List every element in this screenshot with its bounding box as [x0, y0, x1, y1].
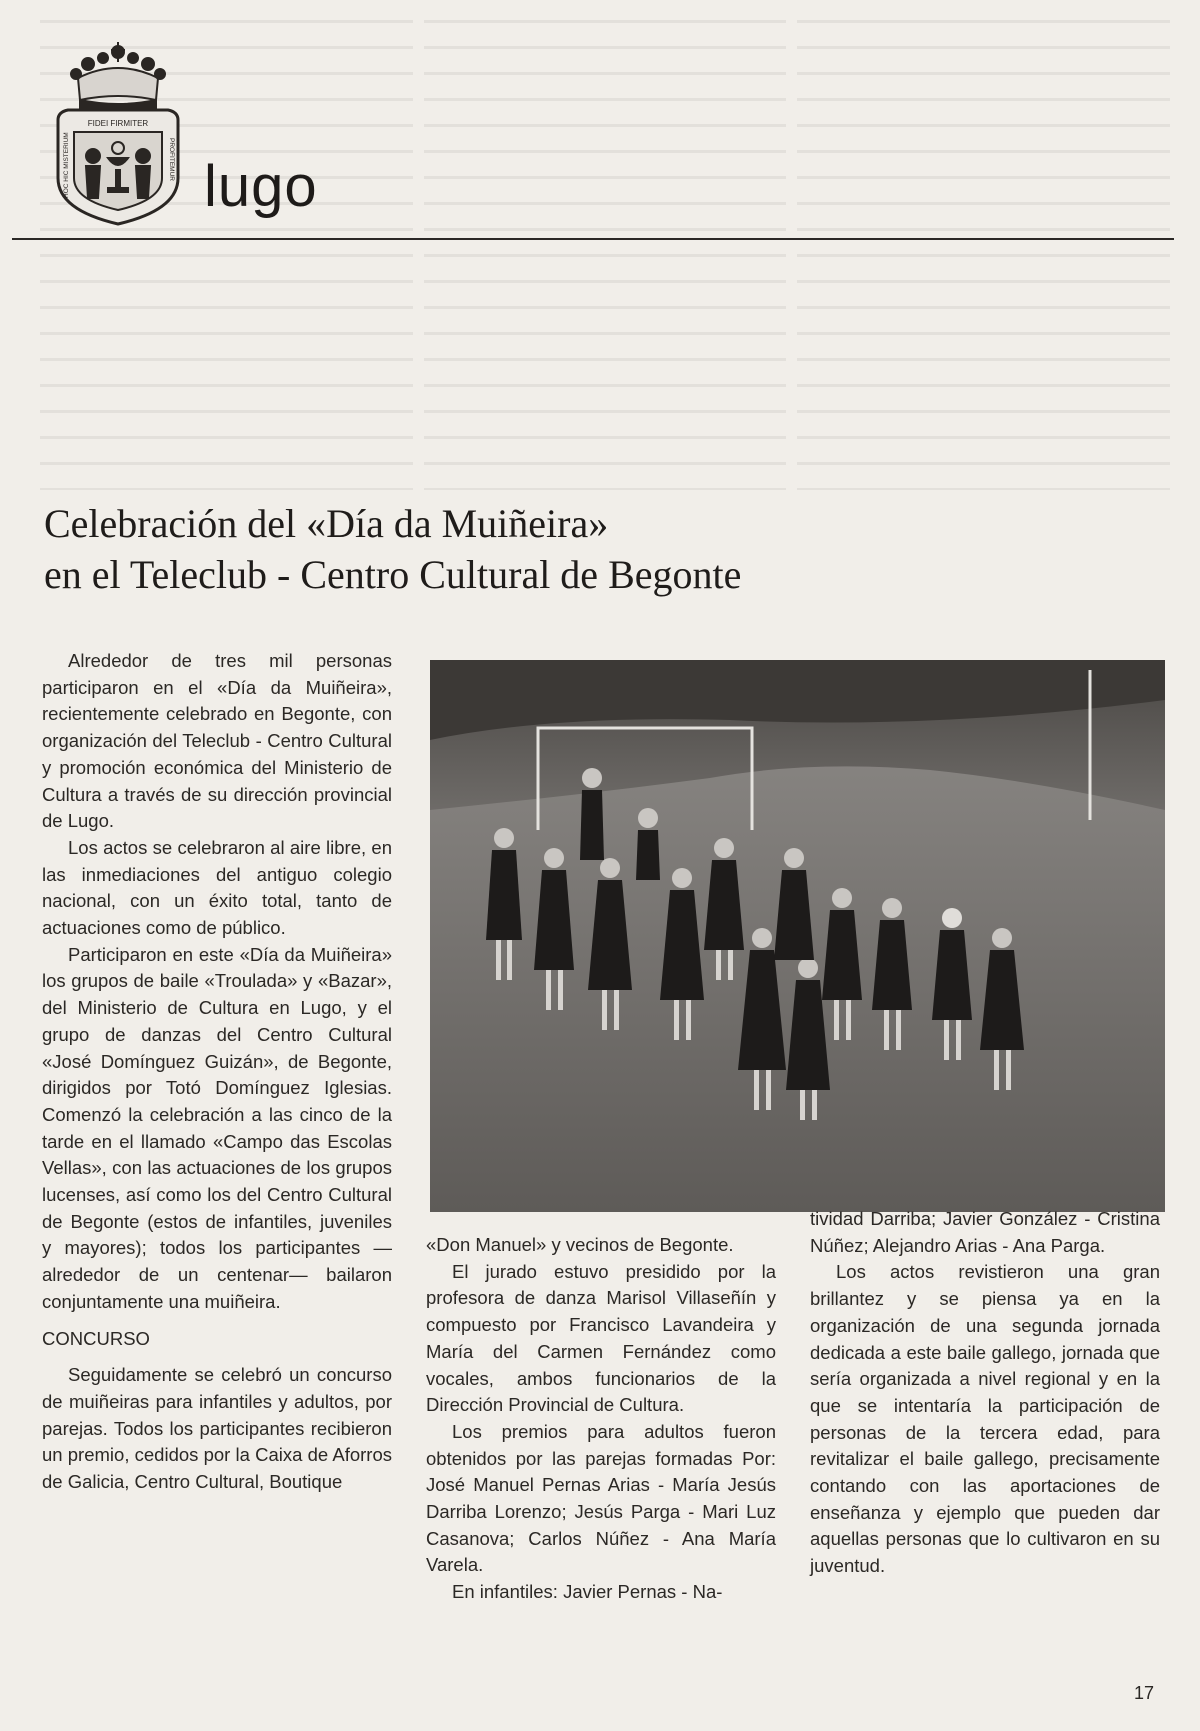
paragraph: Los actos se celebraron al aire libre, en las inmediaciones del antiguo colegio nacional, con un éxito total, tanto de actuaciones como de público. — [42, 836, 392, 939]
section-title: lugo — [204, 154, 318, 219]
article-headline — [44, 498, 804, 600]
paragraph: Los actos revistieron una gran brillantez y se piensa ya en la organización de una segunda jornada dedicada a este baile gallego, jornada que sería organizada a nivel regional y en la que se intentaría la participación de personas de la tercera edad, para revitalizar el baile gallego, precisamente contando con las aportaciones de enseñanza y ejemplo que pueden dar aquellas personas que lo cultivaron en su juventud. — [810, 1261, 1160, 1577]
paragraph: El jurado estuvo presidido por la profesora de danza Marisol Villaseñín y compuesto por Francisco Lavandeira y María del Carmen Fernández como vocales, ambos funcionarios de la Dirección Provincial de Cultura. — [426, 1260, 776, 1416]
paragraph: Seguidamente se celebró un concurso de muiñeiras para infantiles y adultos, por parejas. Todos los participantes recibieron un premio, cedidos por la Caixa de Aforros de Galicia, Centro Cultural, Boutique — [42, 1364, 392, 1493]
lugo-coat-of-arms — [48, 38, 188, 228]
subheading-concurso: CONCURSO — [42, 1327, 150, 1349]
headline-line-2: en el Teleclub - Centro Cultural de Begonte — [44, 552, 742, 597]
show-through-text — [40, 20, 1170, 490]
dance-photograph — [430, 660, 1165, 1212]
paragraph: Participaron en este «Día da Muiñeira» los grupos de baile «Troulada» y «Bazar», del Ministerio de Cultura en Lugo, y el grupo de danzas del Centro Cultural «José Domínguez Guizán», de Begonte, dirigidos por Totó Domínguez Iglesias. Comenzó la celebración a las cinco de la tarde en el llamado «Campo das Escolas Vellas», con las actuaciones de los grupos lucenses, así como los del Centro Cultural de Begonte (estos de infantiles, juveniles y mayores); todos los participantes —alrededor de un centenar— bailaron conjuntamente una muiñeira. — [42, 943, 392, 1312]
headline-line-1: Celebración del «Día da Muiñeira» — [44, 501, 609, 546]
paragraph: Alrededor de tres mil personas participaron en el «Día da Muiñeira», recientemente celebrado en Begonte, con organización del Teleclub - Centro Cultural y promoción económica del Ministerio de Cultura a través de su dirección provincial de Lugo. — [42, 650, 392, 832]
paragraph: «Don Manuel» y vecinos de Begonte. — [426, 1234, 734, 1255]
article-column-3 — [810, 1206, 1160, 1580]
crest-motto-left: HOC HIC MISTERIUM — [63, 132, 70, 198]
crest-motto-right: PROFITEMUR — [168, 138, 175, 181]
paragraph: En infantiles: Javier Pernas - Na- — [452, 1581, 723, 1603]
paragraph: Los premios para adultos fueron obtenidos por las parejas formadas Por: José Manuel Pernas Arias - María Jesús Darriba Lorenzo; Jesús Parga - Mari Luz Casanova; Carlos Núñez - Ana María Varela. — [426, 1420, 776, 1576]
header-rule — [12, 238, 1174, 240]
paragraph: tividad Darriba; Javier González - Cristina Núñez; Alejandro Arias - Ana Parga. — [810, 1208, 1160, 1256]
crest-motto-top: FIDEI FIRMITER — [87, 119, 149, 128]
article-column-1 — [42, 648, 392, 1496]
page-number: 17 — [1134, 1683, 1155, 1703]
article-column-2 — [426, 1232, 776, 1606]
